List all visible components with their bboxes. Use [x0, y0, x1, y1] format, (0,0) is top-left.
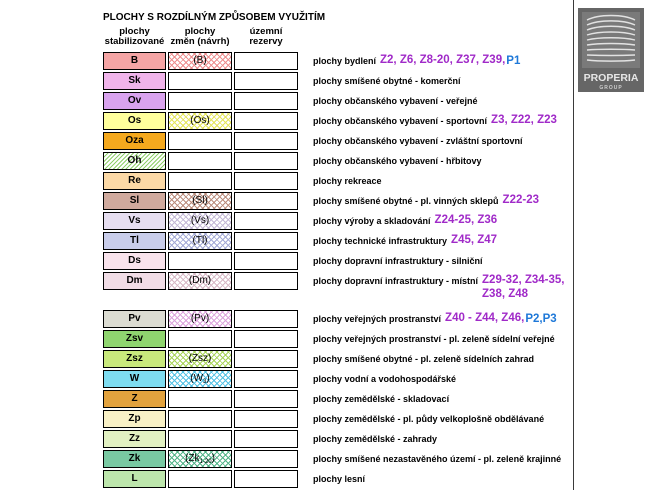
stable-swatch-l	[103, 470, 166, 488]
stable-code: Sk	[128, 75, 141, 86]
stable-code: Dm	[126, 275, 143, 286]
legend-label	[313, 212, 497, 230]
reserve-swatch-oza	[234, 132, 298, 150]
legend-label	[313, 152, 482, 170]
legend-row-sk	[0, 72, 573, 90]
reserve-swatch-ov	[234, 92, 298, 110]
change-swatch-b	[168, 52, 232, 70]
change-code-subscript: 1-20	[199, 459, 212, 465]
change-code-text: (Zk	[185, 453, 200, 464]
change-code-text: (Pv)	[190, 313, 210, 324]
legend-label	[313, 330, 555, 348]
stable-code: Zz	[128, 433, 141, 444]
stable-swatch-zp	[103, 410, 166, 428]
change-code-close: )	[211, 453, 215, 464]
reserve-swatch-pv	[234, 310, 298, 328]
legend-label	[313, 272, 565, 301]
change-code-close: )	[206, 373, 210, 384]
column-header-changes	[168, 27, 232, 47]
legend-row-sl	[0, 192, 573, 210]
legend-label	[313, 470, 365, 488]
legend-label	[313, 310, 557, 328]
stable-code: Pv	[128, 313, 141, 324]
legend-label-text: plochy technické infrastruktury	[313, 236, 448, 246]
legend-label-text: plochy dopravní infrastruktury - silniční	[313, 256, 483, 266]
change-swatch-zk	[168, 450, 232, 468]
change-code	[192, 196, 208, 206]
change-swatch-zp	[168, 410, 232, 428]
change-swatch-l	[168, 470, 232, 488]
legend-label	[313, 52, 520, 70]
legend-row-oza	[0, 132, 573, 150]
plan-codes: P2,P3	[525, 313, 557, 325]
change-code-text: (Zsz)	[188, 353, 212, 364]
legend-label-text: plochy občanského vybavení - sportovní	[313, 116, 488, 126]
reserve-swatch-b	[234, 52, 298, 70]
change-swatch-ov	[168, 92, 232, 110]
properia-logo	[578, 8, 644, 92]
legend-label	[313, 252, 483, 270]
column-header-line2: změn (návrh)	[170, 36, 230, 47]
reserve-swatch-zsv	[234, 330, 298, 348]
change-code	[191, 314, 209, 324]
legend-label	[313, 192, 539, 210]
stable-swatch-zsv	[103, 330, 166, 348]
legend-label-text: plochy občanského vybavení - hřbitovy	[313, 156, 482, 166]
change-code-subscript: 3	[203, 379, 207, 385]
reserve-swatch-os	[234, 112, 298, 130]
stable-swatch-vs	[103, 212, 166, 230]
stable-swatch-sk	[103, 72, 166, 90]
column-header-line2: rezervy	[249, 36, 283, 47]
stable-code: Sl	[129, 195, 140, 206]
stable-swatch-tl	[103, 232, 166, 250]
change-swatch-oh	[168, 152, 232, 170]
reserve-swatch-ds	[234, 252, 298, 270]
reserve-swatch-re	[234, 172, 298, 190]
change-swatch-re	[168, 172, 232, 190]
change-swatch-tl	[168, 232, 232, 250]
change-code	[191, 216, 209, 226]
change-swatch-oza	[168, 132, 232, 150]
change-swatch-ds	[168, 252, 232, 270]
legend-label-text: plochy veřejných prostranství	[313, 314, 442, 324]
legend-label-text: plochy dopravní infrastruktury - místní	[313, 276, 479, 286]
column-header-line1: územní	[249, 26, 283, 37]
legend-label-text: plochy vodní a vodohospodářské	[313, 374, 457, 384]
column-header-stabilized	[103, 27, 166, 47]
legend-label-text: plochy bydlení	[313, 56, 377, 66]
zone-codes-line1: Z24-25, Z36	[434, 214, 498, 226]
stable-code: Oza	[125, 135, 144, 146]
legend-row-pv	[0, 310, 573, 328]
stable-code: Ds	[128, 255, 141, 266]
stable-code: Zp	[128, 413, 141, 424]
stable-swatch-zsz	[103, 350, 166, 368]
reserve-swatch-zz	[234, 430, 298, 448]
stable-code: Os	[127, 115, 142, 126]
legend-row-re	[0, 172, 573, 190]
column-header-line1: plochy	[119, 26, 150, 37]
zone-codes	[491, 113, 557, 127]
legend-label	[313, 390, 449, 408]
stable-swatch-oh	[103, 152, 166, 170]
stable-code: W	[129, 373, 140, 384]
change-swatch-zsv	[168, 330, 232, 348]
legend-row-z	[0, 390, 573, 408]
logo-name: PROPERIA	[583, 72, 639, 84]
legend-label-text: plochy občanského vybavení - veřejné	[313, 96, 478, 106]
stable-swatch-zk	[103, 450, 166, 468]
stable-code: Re	[128, 175, 141, 186]
legend-row-b	[0, 52, 573, 70]
stable-swatch-zz	[103, 430, 166, 448]
stable-swatch-oza	[103, 132, 166, 150]
legend-label-text: plochy výroby a skladování	[313, 216, 431, 226]
legend-label-text: plochy smíšené obytné - pl. vinných sklepů	[313, 196, 499, 206]
change-code	[193, 56, 206, 66]
legend-label-text: plochy veřejných prostranství - pl. zeleně sídelní veřejné	[313, 334, 555, 344]
stable-swatch-b	[103, 52, 166, 70]
stable-swatch-pv	[103, 310, 166, 328]
legend-label	[313, 132, 523, 150]
reserve-swatch-z	[234, 390, 298, 408]
change-code	[185, 454, 215, 464]
legend-label-text: plochy smíšené nezastavěného území - pl. zeleně krajinné	[313, 454, 562, 464]
change-swatch-pv	[168, 310, 232, 328]
zone-codes	[451, 233, 497, 247]
change-swatch-dm	[168, 272, 232, 290]
stable-swatch-sl	[103, 192, 166, 210]
zone-codes-line1: Z2, Z6, Z8-20, Z37, Z39,	[380, 54, 506, 66]
change-code	[193, 236, 208, 246]
change-swatch-vs	[168, 212, 232, 230]
change-code-text: (Tl)	[192, 235, 208, 246]
stable-code: L	[131, 473, 138, 484]
legend-label-text: plochy rekreace	[313, 176, 382, 186]
legend-label-text: plochy smíšené obytné - pl. zeleně sídelních zahrad	[313, 354, 535, 364]
logo-subtitle: GROUP	[599, 85, 623, 91]
stable-swatch-dm	[103, 272, 166, 290]
legend-row-ds	[0, 252, 573, 270]
zone-codes	[482, 273, 564, 301]
legend-label	[313, 350, 534, 368]
legend-row-zp	[0, 410, 573, 428]
change-swatch-os	[168, 112, 232, 130]
legend-label	[313, 430, 437, 448]
change-code-text: (B)	[193, 55, 207, 66]
stable-code: B	[130, 55, 139, 66]
reserve-swatch-l	[234, 470, 298, 488]
change-code	[190, 374, 209, 384]
legend-label	[313, 232, 497, 250]
legend-label	[313, 410, 544, 428]
legend-label	[313, 92, 478, 110]
column-header-line2: stabilizované	[104, 36, 165, 47]
zone-codes-line1: Z22-23	[502, 194, 539, 206]
legend-title: PLOCHY S ROZDÍLNÝM ZPŮSOBEM VYUŽITÍM	[103, 12, 326, 23]
vertical-divider	[573, 0, 574, 490]
stable-code: Oh	[127, 155, 142, 166]
legend-label	[313, 72, 461, 90]
stable-code: Zk	[128, 453, 141, 464]
change-swatch-sl	[168, 192, 232, 210]
reserve-swatch-sk	[234, 72, 298, 90]
legend-label-text: plochy smíšené obytné - komerční	[313, 76, 461, 86]
stable-code: Vs	[128, 215, 141, 226]
reserve-swatch-dm	[234, 272, 298, 290]
legend-label-text: plochy zemědělské - pl. půdy velkoplošně obdělávané	[313, 414, 545, 424]
legend-row-w	[0, 370, 573, 388]
stable-swatch-ov	[103, 92, 166, 110]
stable-swatch-ds	[103, 252, 166, 270]
change-code	[189, 354, 212, 364]
legend-row-zk	[0, 450, 573, 468]
reserve-swatch-oh	[234, 152, 298, 170]
legend-label	[313, 450, 561, 468]
change-swatch-z	[168, 390, 232, 408]
change-code-text: (Dm)	[188, 275, 212, 286]
legend-row-zz	[0, 430, 573, 448]
column-header-line1: plochy	[184, 26, 216, 37]
legend-row-l	[0, 470, 573, 488]
legend-label	[313, 172, 382, 190]
stable-code: Tl	[130, 235, 139, 246]
zone-codes-line1: Z3, Z22, Z23	[491, 114, 557, 126]
change-code-text: (Sl)	[192, 195, 208, 206]
legend-label-text: plochy občanského vybavení - zvláštní sportovní	[313, 136, 523, 146]
reserve-swatch-zk	[234, 450, 298, 468]
legend-row-zsv	[0, 330, 573, 348]
legend-label-text: plochy zemědělské - skladovací	[313, 394, 450, 404]
zone-codes-line1: Z40 - Z44, Z46,	[445, 312, 525, 324]
column-header-reserves	[234, 27, 298, 47]
change-swatch-zz	[168, 430, 232, 448]
legend-label-text: plochy lesní	[313, 474, 366, 484]
zone-codes-line1: Z45, Z47	[451, 234, 498, 246]
legend-row-zsz	[0, 350, 573, 368]
reserve-swatch-w	[234, 370, 298, 388]
stable-code: Z	[131, 393, 138, 404]
legend-row-oh	[0, 152, 573, 170]
reserve-swatch-zp	[234, 410, 298, 428]
zone-codes	[435, 213, 498, 227]
zone-codes	[445, 311, 524, 325]
legend-row-os	[0, 112, 573, 130]
zone-codes-line2: Z38, Z48	[482, 288, 529, 300]
reserve-swatch-tl	[234, 232, 298, 250]
zone-codes	[380, 53, 505, 67]
change-swatch-w	[168, 370, 232, 388]
reserve-swatch-vs	[234, 212, 298, 230]
zone-codes	[503, 193, 539, 207]
stable-code: Zsz	[126, 353, 143, 364]
legend-label	[313, 370, 456, 388]
stable-code: Ov	[127, 95, 142, 106]
change-code	[190, 116, 209, 126]
change-code-text: (W	[190, 373, 204, 384]
stable-swatch-re	[103, 172, 166, 190]
legend-row-tl	[0, 232, 573, 250]
plan-codes: P1	[506, 55, 521, 67]
reserve-swatch-sl	[234, 192, 298, 210]
legend-row-vs	[0, 212, 573, 230]
legend-row-ov	[0, 92, 573, 110]
legend-label-text: plochy zemědělské - zahrady	[313, 434, 438, 444]
stable-swatch-w	[103, 370, 166, 388]
stable-swatch-os	[103, 112, 166, 130]
change-swatch-sk	[168, 72, 232, 90]
legend-label	[313, 112, 557, 130]
reserve-swatch-zsz	[234, 350, 298, 368]
stable-code: Zsv	[125, 333, 144, 344]
zone-codes-line1: Z29-32, Z34-35,	[482, 274, 565, 286]
stable-swatch-z	[103, 390, 166, 408]
change-code	[189, 276, 211, 286]
change-code-text: (Vs)	[190, 215, 210, 226]
legend-row-dm	[0, 272, 573, 300]
change-swatch-zsz	[168, 350, 232, 368]
change-code-text: (Os)	[190, 115, 210, 126]
